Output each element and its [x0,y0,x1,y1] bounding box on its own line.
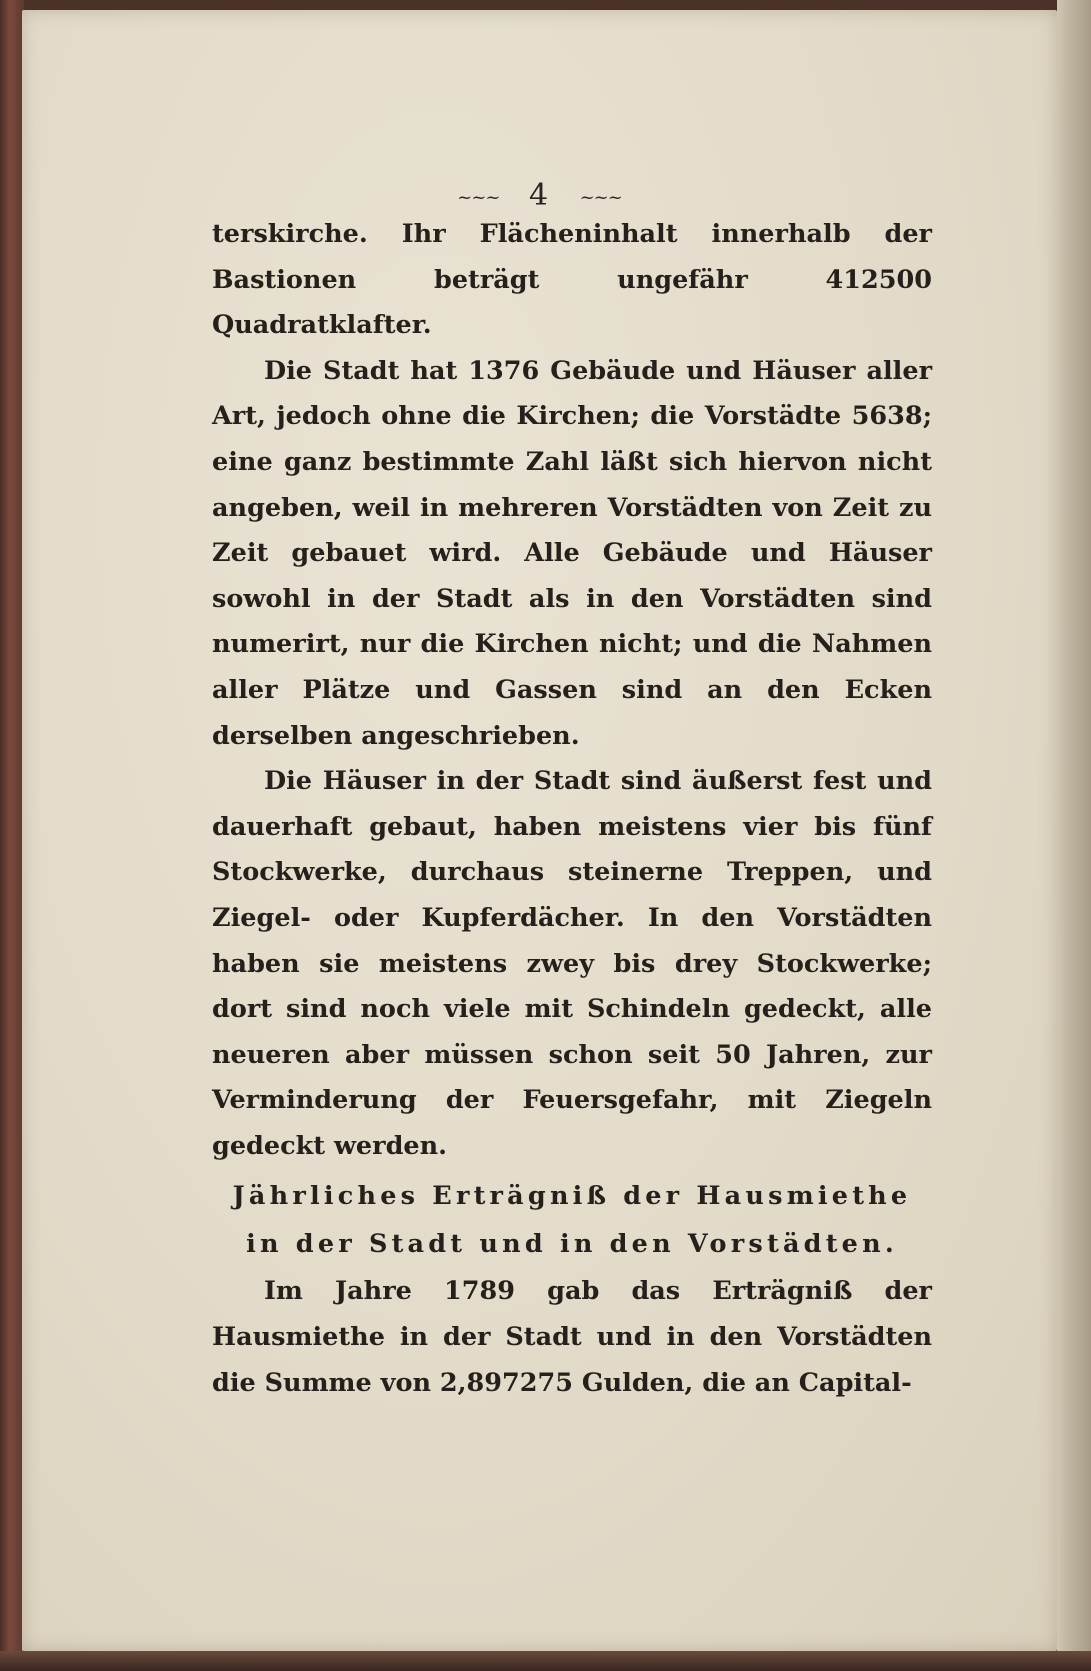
page-header [22,178,1057,213]
paragraph-3: Die Häuser in der Stadt sind äußerst fest und dauerhaft gebaut, haben meistens vier bis fünf Stockwerke, durchaus steinerne Treppen, und Ziegel- oder Kupferdächer. In den Vorstädten haben sie meistens zwey bis drey Stockwerke; dort sind noch viele mit Schindeln gedeckt, alle neueren aber müssen schon seit 50 Jahren, zur Verminderung der Feuersgefahr, mit Ziegeln gedeckt werden. [212,766,932,1161]
ornament-right: ~~~ [579,186,622,208]
ornament-left: ~~~ [457,186,500,208]
paragraph-1: terskirche. Ihr Flächeninhalt innerhalb der Bastionen beträgt ungefähr 412500 Quadratklafter. [212,219,932,341]
paragraph-2: Die Stadt hat 1376 Gebäude und Häuser aller Art, jedoch ohne die Kirchen; die Vorstädte 5638; eine ganz bestimmte Zahl läßt sich hiervon nicht angeben, weil in mehreren Vorstädten von Zeit zu Zeit gebauet wird. Alle Gebäude und Häuser sowohl in der Stadt als in den Vorstädten sind numerirt, nur die Kirchen nicht; und die Nahmen aller Plätze und Gassen sind an den Ecken derselben angeschrieben. [212,355,932,751]
page-stack-right [1057,0,1091,1671]
page-number: 4 [528,178,551,213]
section-heading-line-2: in der Stadt und in den Vorstädten. [246,1229,898,1260]
paragraph-4: Im Jahre 1789 gab das Erträgniß der Hausmiethe in der Stadt und in den Vorstädten die Summe von 2,897275 Gulden, die an Capital- [212,1276,932,1398]
section-heading-line-1: Jährliches Erträgniß der Hausmiethe [232,1181,912,1212]
body-text [212,212,932,1406]
book-edge-bottom [0,1651,1091,1671]
book-binding-left [0,0,24,1671]
